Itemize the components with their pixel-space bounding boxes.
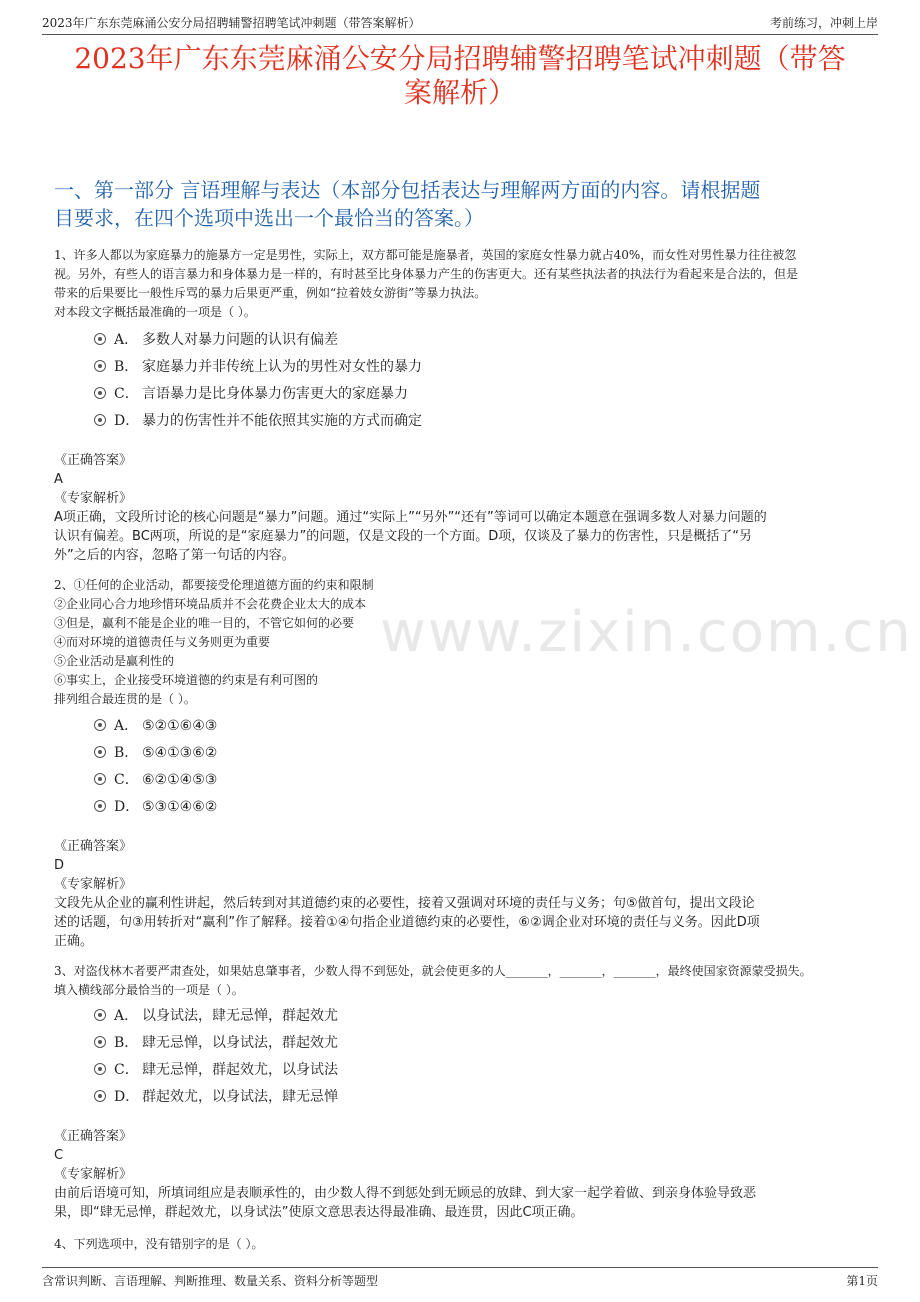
question-3-stem — [54, 962, 872, 1000]
footer-note: 含常识判断、言语理解、判断推理、数量关系、资料分析等题型 — [42, 1274, 379, 1288]
header-slogan: 考前练习，冲刺上岸 — [769, 16, 878, 30]
question-line: 3、对盗伐林木者要严肃查处，如果姑息肇事者，少数人得不到惩处，就会使更多的人_______，_______，_______，最终使国家资源蒙受损失。 — [54, 964, 812, 978]
question-2-option-a[interactable] — [94, 715, 217, 735]
option-text: 肆无忌惮，群起效尤，以身试法 — [142, 1062, 338, 1078]
question-2-option-b[interactable] — [94, 742, 217, 762]
option-letter: C． — [114, 386, 139, 402]
question-3-option-c[interactable] — [94, 1059, 338, 1079]
question-line: ④而对环境的道德责任与义务则更为重要 — [54, 635, 271, 649]
answer-value: C — [54, 1148, 64, 1163]
question-2-stem — [54, 576, 872, 709]
option-letter: D． — [114, 413, 140, 429]
page-number: 第1页 — [846, 1274, 878, 1288]
analysis-line: 正确。 — [54, 934, 94, 949]
radio-icon[interactable] — [94, 1036, 106, 1048]
question-1-option-d[interactable] — [94, 410, 422, 430]
option-text: 以身试法，肆无忌惮，群起效尤 — [142, 1008, 338, 1024]
radio-icon[interactable] — [94, 1063, 106, 1075]
option-text: 肆无忌惮，以身试法，群起效尤 — [142, 1035, 338, 1051]
answer-label: 《正确答案》 — [54, 453, 133, 468]
section-heading — [54, 176, 866, 232]
question-2-option-c[interactable] — [94, 769, 217, 789]
option-text: ⑥②①④⑤③ — [142, 772, 218, 788]
option-text: 群起效尤，以身试法，肆无忌惮 — [142, 1089, 338, 1105]
header-title: 2023年广东东莞麻涌公安分局招聘辅警招聘笔试冲刺题（带答案解析） — [42, 16, 421, 30]
option-text: 多数人对暴力问题的认识有偏差 — [142, 332, 338, 348]
question-4-stem — [54, 1235, 872, 1254]
question-line: ②企业同心合力地珍惜环境品质并不会花费企业太大的成本 — [54, 597, 367, 611]
question-1-option-c[interactable] — [94, 383, 408, 403]
radio-icon[interactable] — [94, 387, 106, 399]
analysis-label: 《专家解析》 — [54, 491, 133, 506]
question-line: 带来的后果要比一般性斥骂的暴力后果更严重，例如“拉着妓女游街”等暴力执法。 — [54, 286, 487, 300]
option-letter: D． — [114, 799, 140, 815]
question-2-option-d[interactable] — [94, 796, 217, 816]
answer-label: 《正确答案》 — [54, 1129, 133, 1144]
option-letter: A． — [114, 718, 139, 734]
question-line: 排列组合最连贯的是（ ）。 — [54, 692, 196, 706]
watermark: www.zixin.com.cn — [380, 600, 913, 665]
option-letter: B． — [114, 359, 139, 375]
analysis-line: 述的话题，句③用转折对“赢利”作了解释。接着①④句指企业道德约束的必要性，⑥②调企业对环境的责任与义务。因此D项 — [54, 915, 760, 930]
question-line: 2、①任何的企业活动，都要接受伦理道德方面的约束和限制 — [54, 578, 374, 592]
page-header — [42, 12, 878, 35]
answer-value: A — [54, 472, 63, 487]
analysis-line: 认识有偏差。BC两项，所说的是“家庭暴力”的问题，仅是文段的一个方面。D项，仅谈及了暴力的伤害性，只是概括了“另 — [54, 529, 752, 544]
question-line: ⑥事实上，企业接受环境道德的约束是有利可图的 — [54, 673, 319, 687]
option-letter: A． — [114, 332, 139, 348]
question-line: 视。另外，有些人的语言暴力和身体暴力是一样的，有时甚至比身体暴力产生的伤害更大。还有某些执法者的执法行为看起来是合法的，但是 — [54, 267, 799, 281]
option-letter: A． — [114, 1008, 139, 1024]
question-line: ③但是，赢利不能是企业的唯一目的，不管它如何的必要 — [54, 616, 355, 630]
question-line: 对本段文字概括最准确的一项是（ ）。 — [54, 305, 256, 319]
analysis-line: 文段先从企业的赢利性讲起，然后转到对其道德约束的必要性，接着又强调对环境的责任与义务；句⑤做首句，提出文段论 — [54, 896, 755, 911]
option-letter: B． — [114, 745, 139, 761]
option-letter: C． — [114, 1062, 139, 1078]
page-footer — [42, 1267, 878, 1288]
option-text: ⑤②①⑥④③ — [142, 718, 218, 734]
radio-icon[interactable] — [94, 1090, 106, 1102]
section-heading-line-2: 目要求，在四个选项中选出一个最恰当的答案。） — [54, 206, 484, 230]
option-letter: C． — [114, 772, 139, 788]
analysis-label: 《专家解析》 — [54, 1167, 133, 1182]
option-text: 家庭暴力并非传统上认为的男性对女性的暴力 — [142, 359, 422, 375]
radio-icon[interactable] — [94, 746, 106, 758]
radio-icon[interactable] — [94, 800, 106, 812]
question-2-answer — [54, 837, 874, 951]
question-1-option-a[interactable] — [94, 329, 338, 349]
option-letter: B． — [114, 1035, 139, 1051]
analysis-label: 《专家解析》 — [54, 877, 133, 892]
analysis-line: A项正确，文段所讨论的核心问题是“暴力”问题。通过“实际上”“另外”“还有”等词可以确定本题意在强调多数人对暴力问题的 — [54, 510, 767, 525]
option-letter: D． — [114, 1089, 140, 1105]
option-text: 暴力的伤害性并不能依照其实施的方式而确定 — [142, 413, 422, 429]
option-text: ⑤③①④⑥② — [142, 799, 218, 815]
question-1-answer — [54, 451, 874, 565]
title-line-2: 案解析） — [403, 76, 516, 109]
option-text: 言语暴力是比身体暴力伤害更大的家庭暴力 — [142, 386, 408, 402]
question-line: 1、许多人都以为家庭暴力的施暴方一定是男性，实际上，双方都可能是施暴者，英国的家庭女性暴力就占40%，而女性对男性暴力往往被忽 — [54, 248, 797, 262]
title-line-1: 2023年广东东莞麻涌公安分局招聘辅警招聘笔试冲刺题（带答 — [74, 42, 846, 75]
question-3-answer — [54, 1127, 874, 1222]
answer-label: 《正确答案》 — [54, 839, 133, 854]
question-line: 4、下列选项中，没有错别字的是（ ）。 — [54, 1237, 264, 1251]
radio-icon[interactable] — [94, 719, 106, 731]
analysis-line: 外”之后的内容，忽略了第一句话的内容。 — [54, 548, 295, 563]
question-1-stem — [54, 246, 872, 322]
answer-value: D — [54, 858, 65, 873]
question-line: ⑤企业活动是赢利性的 — [54, 654, 175, 668]
question-1-option-b[interactable] — [94, 356, 422, 376]
analysis-line: 果，即“肆无忌惮，群起效尤，以身试法”使原文意思表达得最准确、最连贯，因此C项正确。 — [54, 1205, 584, 1220]
section-heading-line-1: 一、第一部分 言语理解与表达（本部分包括表达与理解两方面的内容。请根据题 — [54, 178, 761, 202]
radio-icon[interactable] — [94, 333, 106, 345]
radio-icon[interactable] — [94, 360, 106, 372]
option-text: ⑤④①③⑥② — [142, 745, 218, 761]
radio-icon[interactable] — [94, 414, 106, 426]
question-3-option-d[interactable] — [94, 1086, 338, 1106]
question-line: 填入横线部分最恰当的一项是（ ）。 — [54, 983, 244, 997]
radio-icon[interactable] — [94, 773, 106, 785]
question-3-option-b[interactable] — [94, 1032, 338, 1052]
radio-icon[interactable] — [94, 1009, 106, 1021]
analysis-line: 由前后语境可知，所填词组应是表顺承性的，由少数人得不到惩处到无顾忌的放肆、到大家一起学着做、到亲身体验导致恶 — [54, 1186, 757, 1201]
question-3-option-a[interactable] — [94, 1005, 338, 1025]
document-title — [40, 42, 880, 110]
